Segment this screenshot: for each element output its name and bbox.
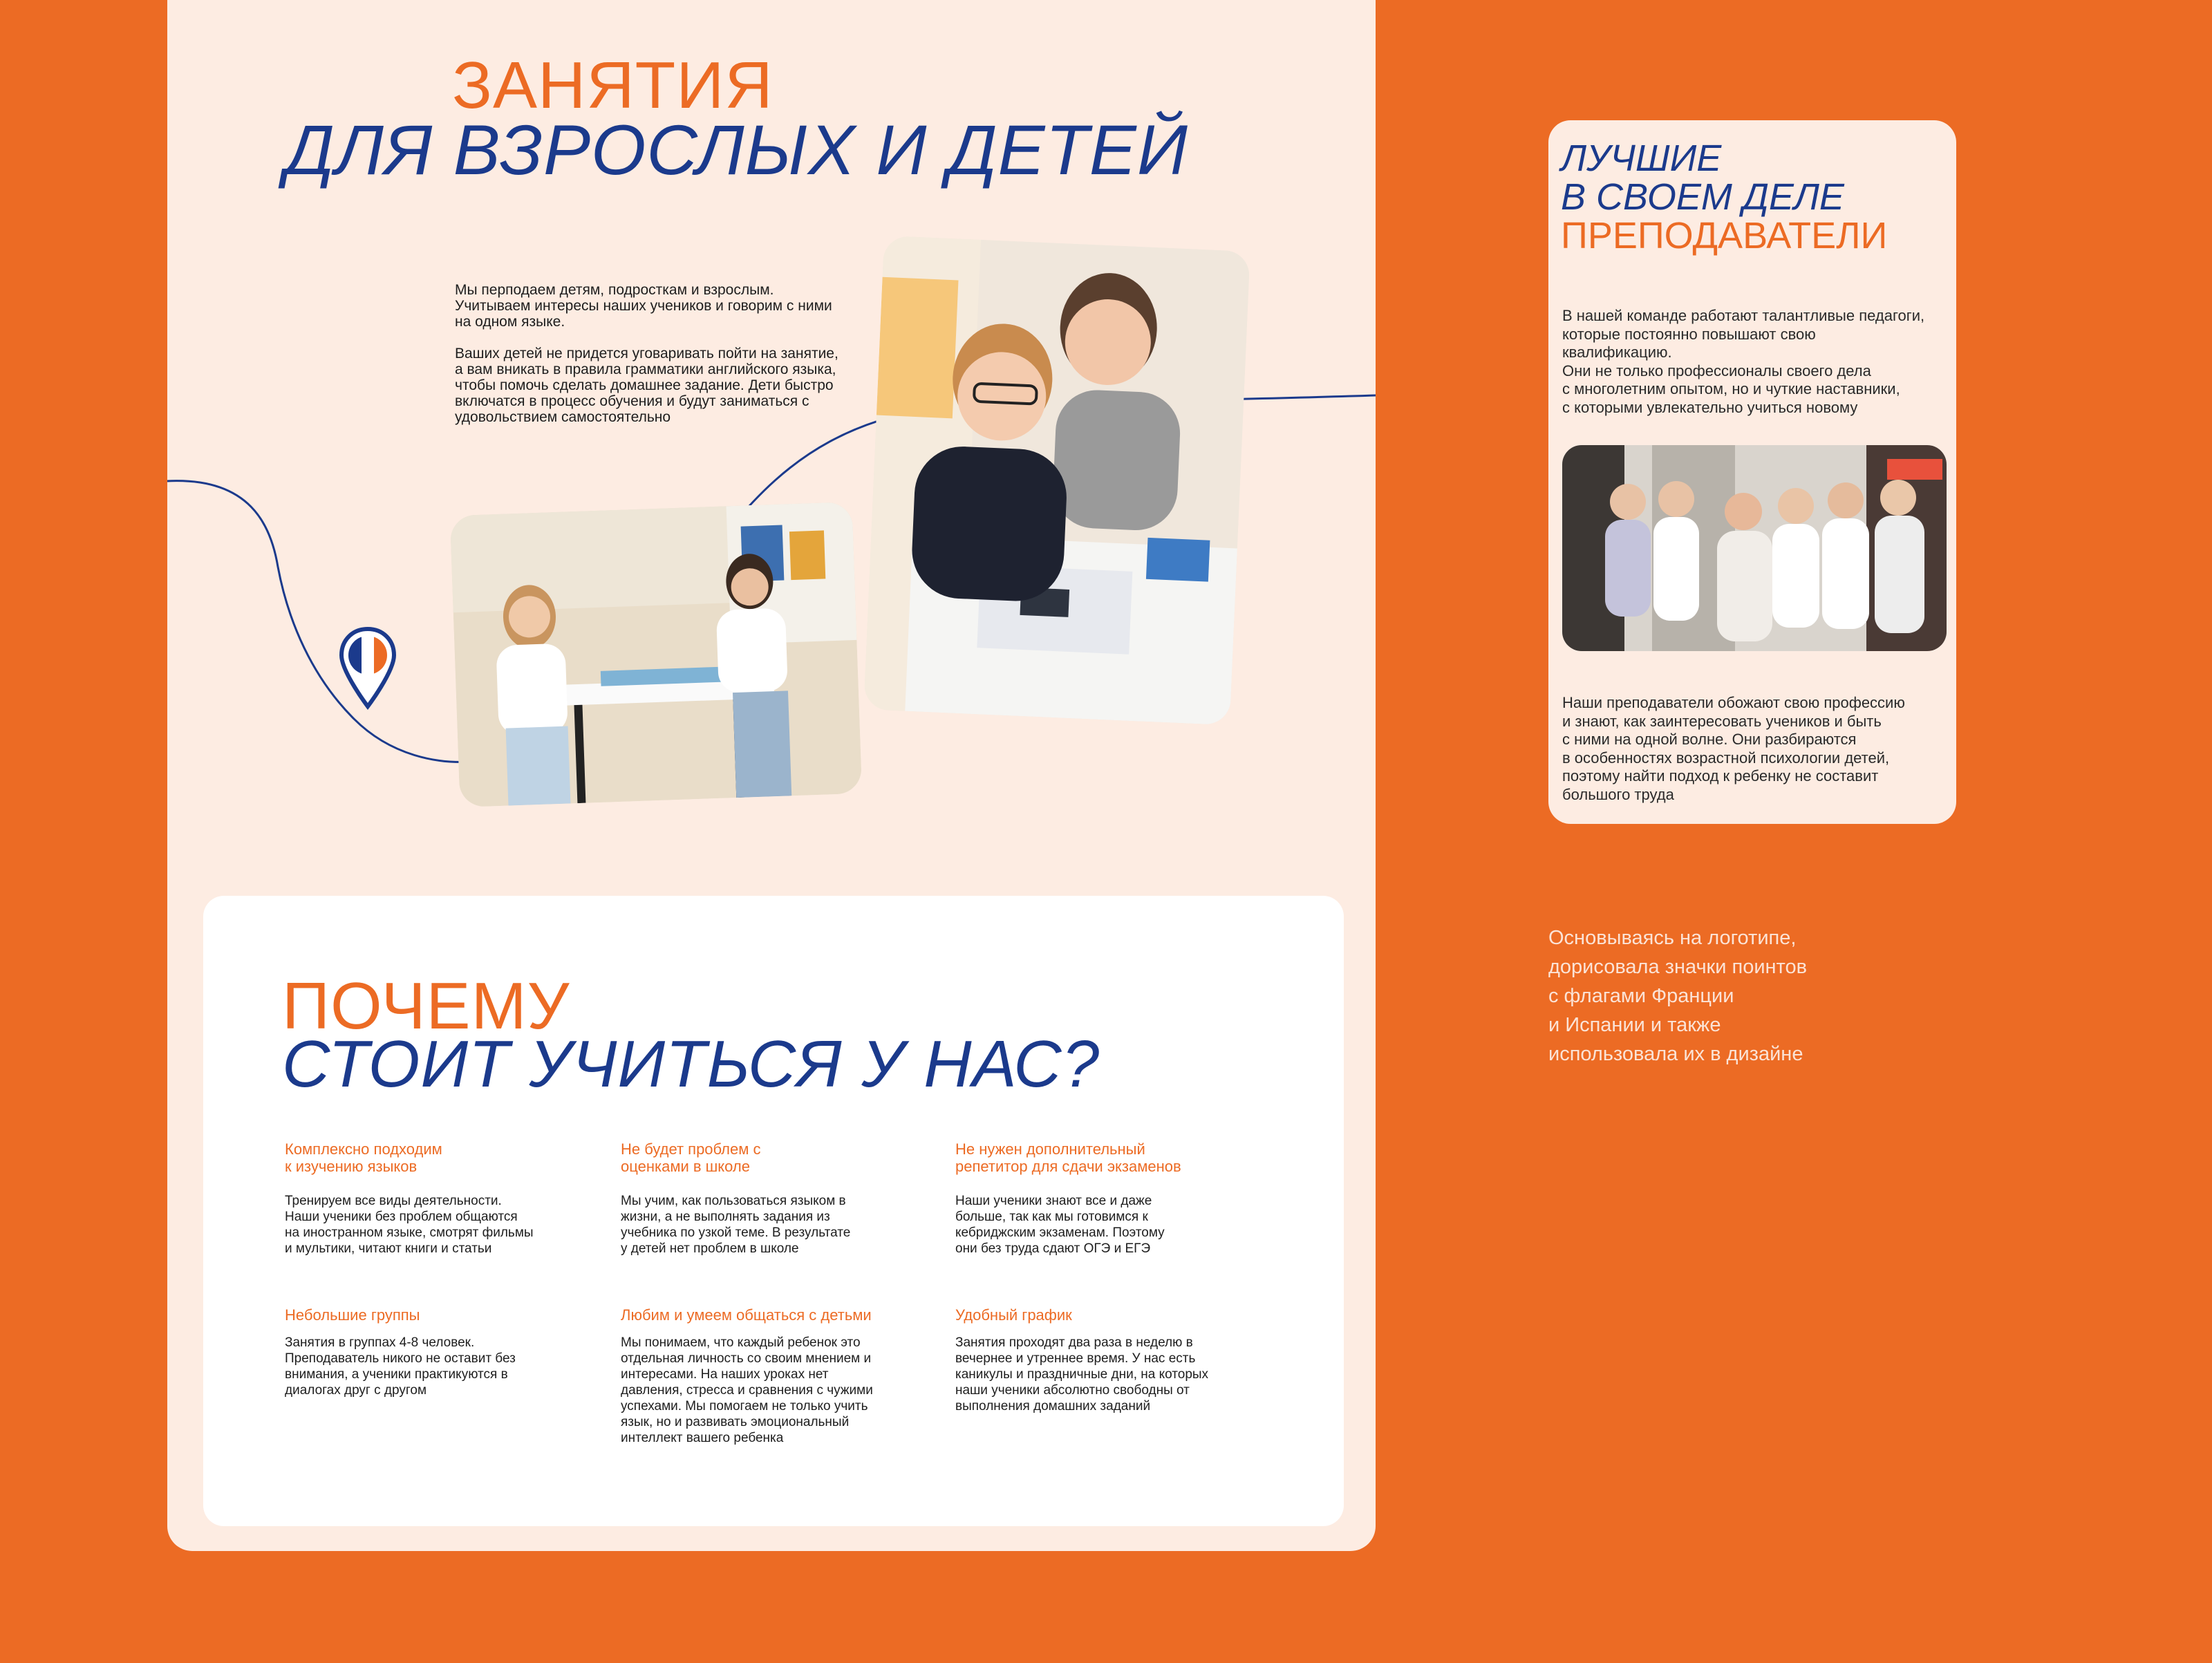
teachers-title-line2: В СВОЕМ ДЕЛЕ [1561, 176, 1844, 218]
feature-4 [285, 1306, 589, 1398]
feature-3-text: Наши ученики знают все и даже больше, так как мы готовимся к кебриджским экзаменам. Поэтому они без труда сдают ОГЭ и ЕГЭ [955, 1194, 1165, 1256]
feature-1 [285, 1140, 589, 1257]
feature-2 [621, 1140, 925, 1257]
feature-6-title: Удобный график [955, 1306, 1072, 1324]
photo-teachers-group-image [1562, 445, 1947, 651]
teachers-title-line3: ПРЕПОДАВАТЕЛИ [1561, 215, 1888, 256]
photo-teachers-group [1562, 445, 1947, 651]
hero-title-line1: ЗАНЯТИЯ [452, 48, 774, 122]
feature-6-text: Занятия проходят два раза в неделю в вечернее и утреннее время. У нас есть каникулы и праздничные дни, на которых наши ученики абсолютно свободны от выполнения домашних заданий [955, 1335, 1209, 1413]
feature-4-text: Занятия в группах 4-8 человек. Преподаватель никого не оставит без внимания, а ученики практикуются в диалогах друг с другом [285, 1335, 516, 1398]
hero-title-line2: ДЛЯ ВЗРОСЛЫХ И ДЕТЕЙ [285, 111, 1188, 189]
feature-1-title: Комплексно подходим к изучению языков [285, 1140, 442, 1175]
why-title-line1: ПОЧЕМУ [282, 969, 570, 1043]
feature-5-title: Любим и умеем общаться с детьми [621, 1306, 872, 1324]
feature-3-title: Не нужен дополнительный репетитор для сдачи экзаменов [955, 1140, 1181, 1175]
hero-paragraph-2: Ваших детей не придется уговаривать пойти на занятие, а вам вникать в правила грамматики английского языка, чтобы помочь сделать домашнее задание. Дети быстро включатся в процесс обучения и будут заниматься с удовольствием самостоятельно [455, 346, 838, 425]
feature-2-text: Мы учим, как пользоваться языком в жизни, а не выполнять задания из учебника по узкой теме. В результате у детей нет проблем в школе [621, 1194, 851, 1256]
feature-3 [955, 1140, 1287, 1257]
teachers-title-line1: ЛУЧШИЕ [1561, 138, 1722, 179]
photo-tutors-image [450, 502, 862, 807]
feature-2-title: Не будет проблем с оценками в школе [621, 1140, 761, 1175]
feature-1-text: Тренируем все виды деятельности. Наши ученики без проблем общаются на иностранном языке, смотрят фильмы и мультики, читают книги и статьи [285, 1194, 534, 1256]
why-title-line2: СТОИТ УЧИТЬСЯ У НАС? [282, 1027, 1100, 1101]
map-pin-france-flag-icon [339, 626, 397, 711]
teachers-paragraph-1: В нашей команде работают талантливые педагоги, которые постоянно повышают свою квалификацию. Они не только профессионалы своего дела с многолетним опытом, но и чуткие наставники, с которыми увлекательно учиться новому [1562, 307, 1925, 416]
photo-students [863, 236, 1250, 725]
feature-5 [621, 1306, 939, 1446]
feature-4-title: Небольшие группы [285, 1306, 420, 1324]
why-us-card [203, 896, 1344, 1526]
hero-paragraph-1: Мы перподаем детям, подросткам и взрослым. Учитываем интересы наших учеников и говорим с ними на одном языке. [455, 282, 832, 330]
design-note: Основываясь на логотипе, дорисовала значки поинтов с флагами Франции и Испании и также использовала их в дизайне [1548, 927, 1808, 1065]
photo-tutors [450, 502, 862, 807]
main-card [167, 0, 1376, 1551]
feature-5-text: Мы понимаем, что каждый ребенок это отдельная личность со своим мнением и интересами. На наших уроках нет давления, стресса и сравнения с чужими успехами. Мы помогаем не только учить язык, но и развивать эмоциональный интеллект вашего ребенка [621, 1335, 873, 1445]
feature-6 [955, 1306, 1287, 1414]
teachers-card [1548, 120, 1956, 824]
photo-students-image [863, 236, 1250, 725]
teachers-paragraph-2: Наши преподаватели обожают свою профессию и знают, как заинтересовать учеников и быть с ними на одной волне. Они разбираются в особенностях возрастной психологии детей, поэтому найти подход к ребенку не составит большого труда [1562, 694, 1905, 803]
